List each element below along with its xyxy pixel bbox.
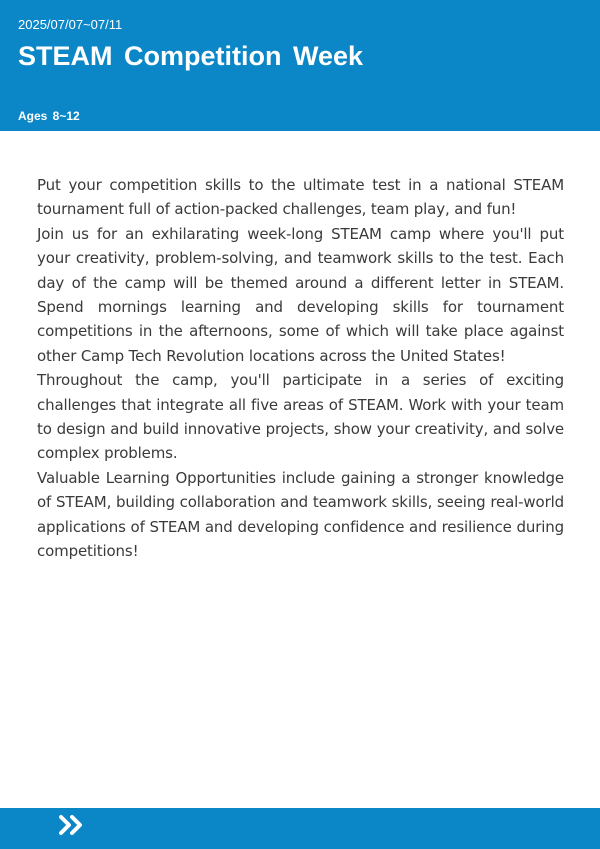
intro-paragraph: Put your competition skills to the ultimate test in a national STEAM tournament full of action-packed challenges, team play, and fun! <box>37 176 564 219</box>
header-banner <box>0 0 600 131</box>
event-date: 2025/07/07~07/11 <box>18 17 123 32</box>
camp-overview-paragraph: Join us for an exhilarating week-long STEAM camp where you'll put your creativity, problem-solving, and teamwork skills to the test. Each day of the camp will be themed around a different letter in STEAM. Spend mornings learning and developing skills for tournament competitions in the afternoons, some of which will take place against other Camp Tech Revolution locations across the United States! <box>37 224 564 365</box>
description-body <box>37 173 564 564</box>
learning-opportunities-paragraph: Valuable Learning Opportunities include gaining a stronger knowledge of STEAM, building collaboration and teamwork skills, seeing real-world applications of STEAM and developing confidence and resilience during competitions! <box>37 468 564 561</box>
age-range-label: Ages 8~12 <box>18 109 80 123</box>
footer-bar <box>0 808 600 849</box>
page-title: STEAM Competition Week <box>18 41 364 71</box>
challenges-paragraph: Throughout the camp, you'll participate in a series of exciting challenges that integrate all five areas of STEAM. Work with your team to design and build innovative projects, show your creativity, and solve complex problems. <box>37 371 564 463</box>
double-chevron-right-icon <box>59 814 87 836</box>
